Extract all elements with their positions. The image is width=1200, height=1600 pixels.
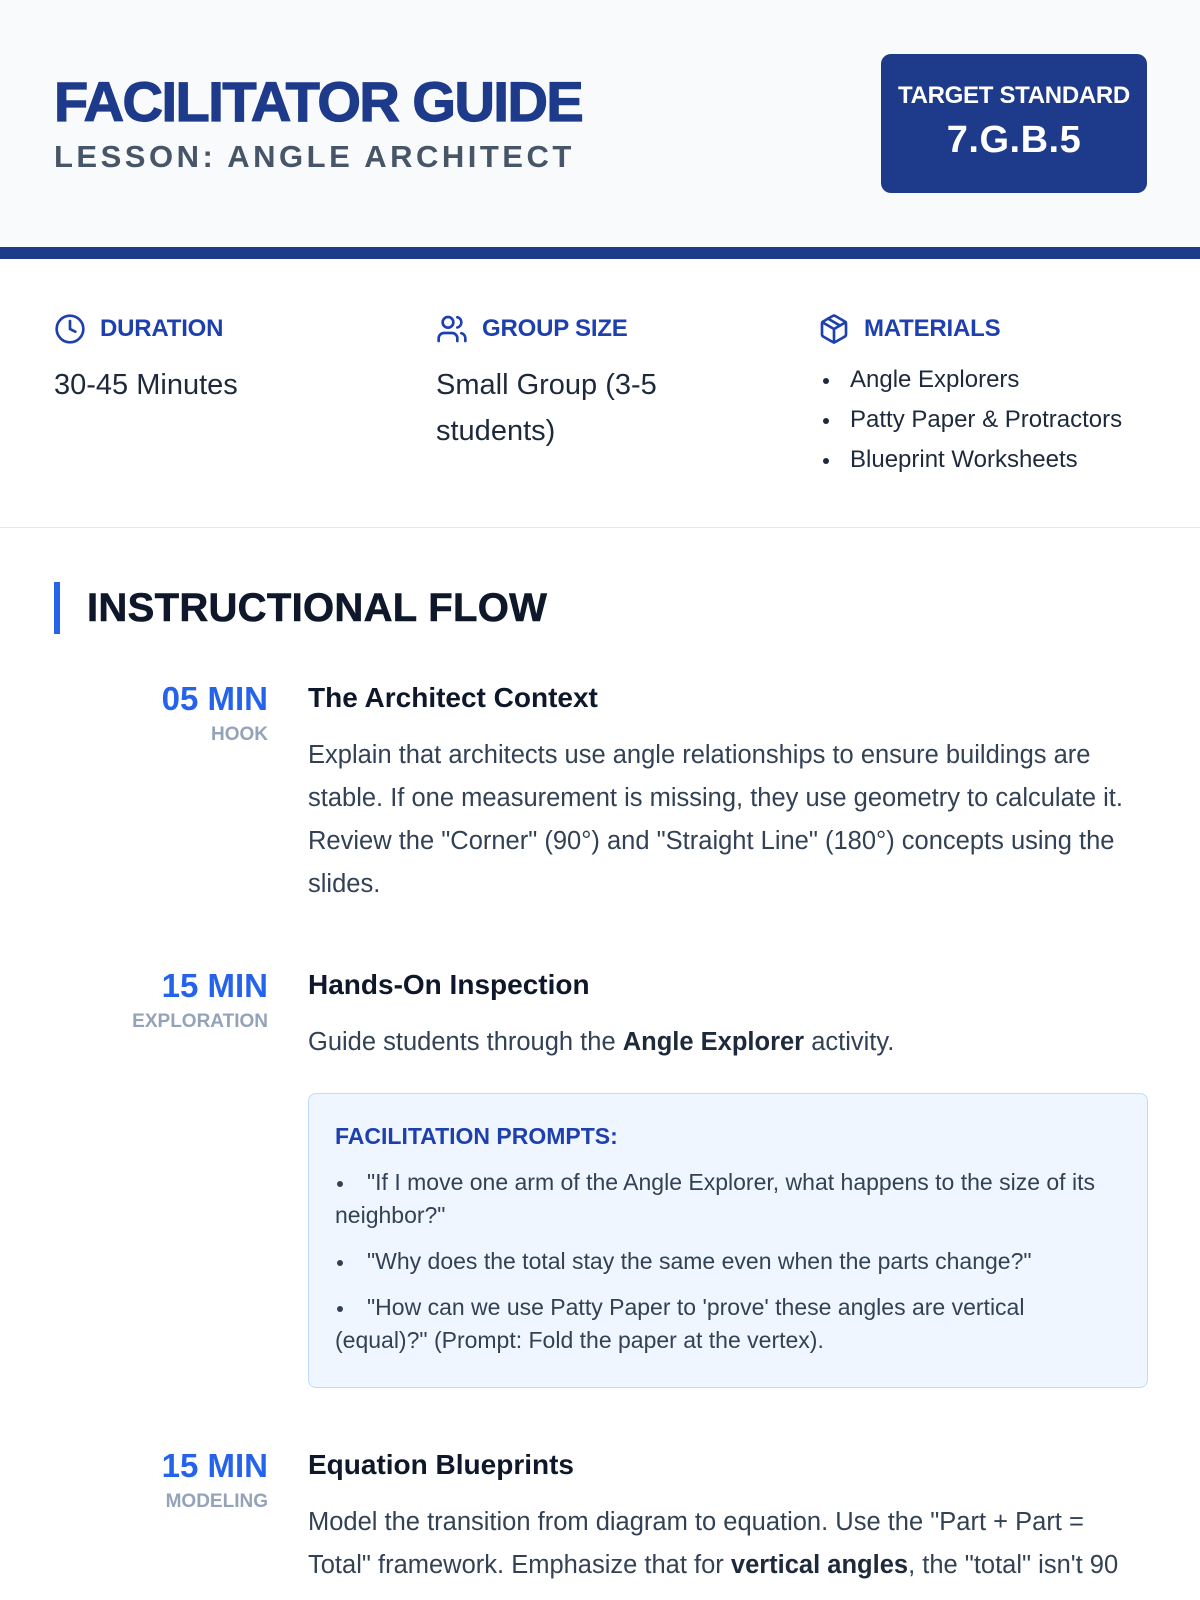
page-title: FACILITATOR GUIDE (54, 70, 583, 133)
box-icon (818, 313, 850, 345)
list-item: "How can we use Patty Paper to 'prove' these angles are vertical (equal)?" (Prompt: Fold the paper at the vertex). (335, 1291, 1121, 1357)
step-phase: MODELING (165, 1491, 268, 1512)
page-header (0, 0, 1200, 247)
step-description-text: Model the transition from diagram to equation. Use the "Part + Part = Total" framework. Emphasize that for (308, 1508, 1084, 1579)
list-item: "If I move one arm of the Angle Explorer, what happens to the size of its neighbor?" (335, 1166, 1121, 1232)
standard-badge (881, 54, 1147, 193)
prompts-heading: FACILITATION PROMPTS: (335, 1123, 618, 1149)
materials-label: MATERIALS (864, 315, 1001, 342)
list-item: Blueprint Worksheets (818, 440, 1158, 480)
section-title: INSTRUCTIONAL FLOW (87, 586, 548, 630)
step-phase: EXPLORATION (132, 1011, 268, 1032)
step-title: The Architect Context (308, 682, 598, 713)
step-description-text: activity. (804, 1028, 895, 1056)
step-phase: HOOK (211, 724, 268, 745)
list-item: Patty Paper & Protractors (818, 400, 1158, 440)
section-divider (0, 527, 1200, 528)
materials-section (818, 312, 1158, 480)
step-description-emphasis: vertical angles (730, 1551, 909, 1579)
users-icon (436, 313, 468, 345)
step-time: 05 MIN (161, 680, 268, 717)
step-title: Hands-On Inspection (308, 969, 590, 1000)
step-description (308, 1501, 1148, 1587)
group-size-label: GROUP SIZE (482, 315, 628, 342)
prompts-list (335, 1166, 1121, 1357)
group-size-value: Small Group (3-5 students) (436, 369, 657, 447)
step-description: Explain that architects use angle relationships to ensure buildings are stable. If one measurement is missing, they use geometry to calculate it. Review the "Corner" (90°) and "Straight Line" (180°) concepts using the slides. (308, 741, 1123, 898)
duration-label: DURATION (100, 315, 224, 342)
lesson-subtitle: LESSON: ANGLE ARCHITECT (54, 139, 575, 174)
list-item: "Why does the total stay the same even when the parts change?" (335, 1245, 1121, 1278)
duration-section (54, 312, 384, 408)
facilitation-prompts-box (308, 1093, 1148, 1388)
step-description-text: , the "total" isn't 90 (908, 1551, 1119, 1579)
group-size-section (436, 312, 716, 454)
section-accent-bar (54, 582, 60, 634)
step-time: 15 MIN (161, 967, 268, 1004)
list-item: Angle Explorers (818, 360, 1158, 400)
duration-value: 30-45 Minutes (54, 369, 238, 401)
standard-label: TARGET STANDARD (898, 82, 1130, 109)
header-divider (0, 247, 1200, 259)
step-title: Equation Blueprints (308, 1449, 574, 1480)
materials-list (818, 360, 1158, 480)
step-description (308, 1021, 1148, 1064)
step-description-emphasis: Angle Explorer (622, 1028, 805, 1056)
standard-code: 7.G.B.5 (946, 119, 1082, 161)
clock-icon (54, 313, 86, 345)
step-description-text: Guide students through the (308, 1028, 623, 1056)
step-time: 15 MIN (161, 1447, 268, 1484)
